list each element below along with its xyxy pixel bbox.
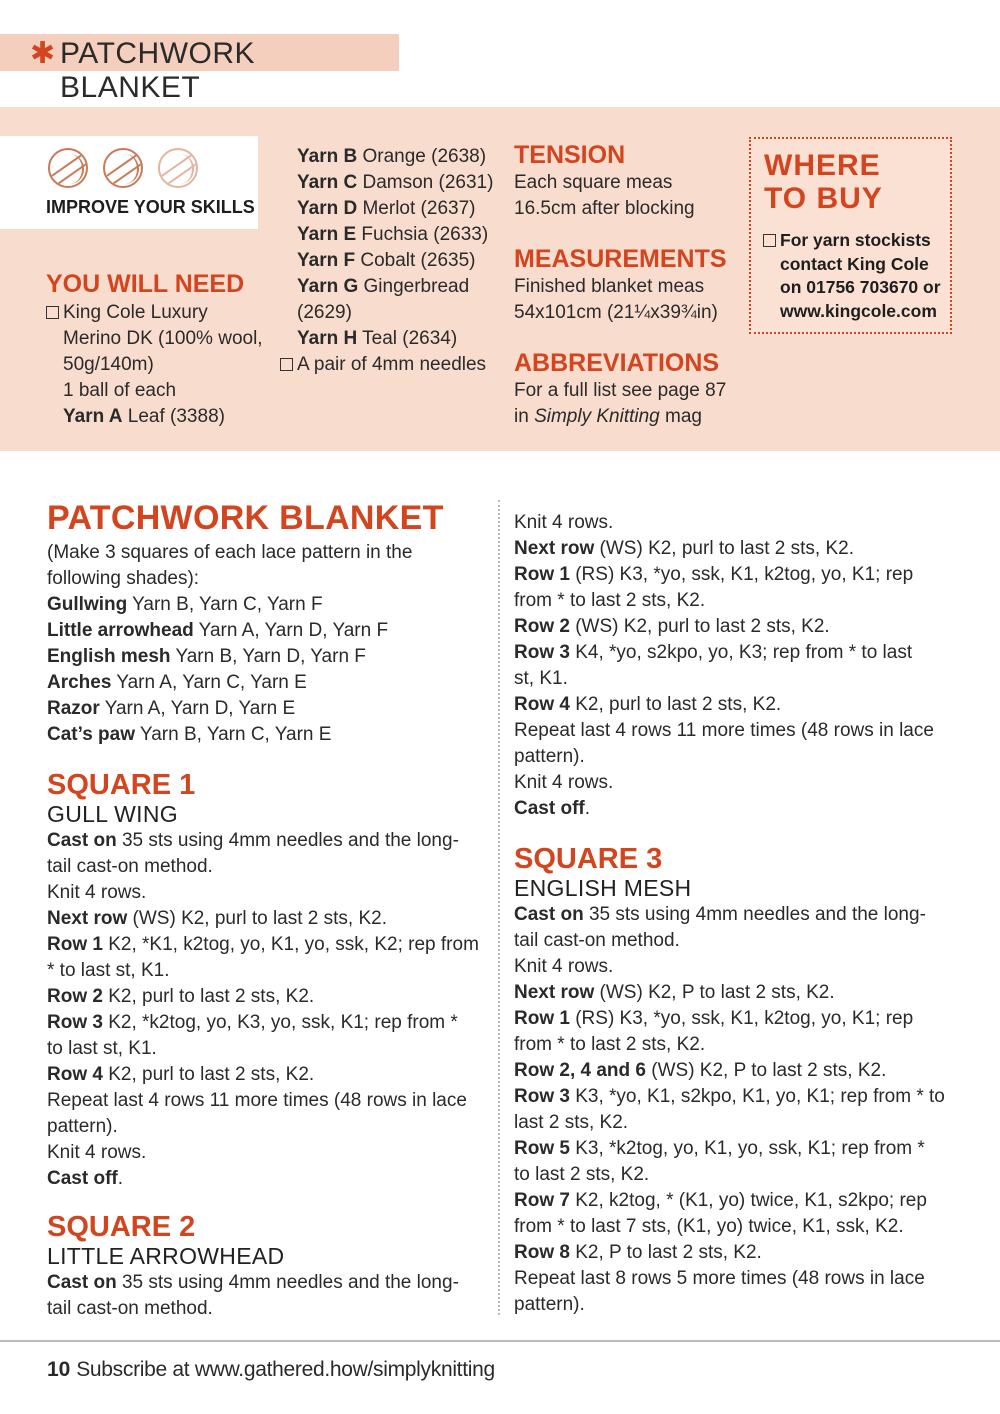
square-1-heading: SQUARE 1: [47, 769, 196, 801]
shade-line: Razor Yarn A, Yarn D, Yarn E: [47, 698, 296, 719]
page-number: 10: [47, 1358, 71, 1381]
yarn-line: Yarn C Damson (2631): [297, 172, 494, 193]
checkbox-icon: [280, 358, 293, 371]
shade-line: Cat’s paw Yarn B, Yarn C, Yarn E: [47, 724, 332, 745]
section-title: PATCHWORK BLANKET: [47, 499, 444, 537]
instruction-line: st, K1.: [514, 668, 568, 689]
column-divider: [498, 500, 500, 1315]
instruction-line: Repeat last 4 rows 11 more times (48 rows in lace: [514, 720, 934, 741]
instruction-line: Row 1 (RS) K3, *yo, ssk, K1, k2tog, yo, K1; rep: [514, 1008, 914, 1029]
yarn-line: Yarn F Cobalt (2635): [297, 250, 476, 271]
square-2-heading: SQUARE 2: [47, 1211, 196, 1243]
yarn-line: Yarn B Orange (2638): [297, 146, 487, 167]
instruction-line: Row 1 (RS) K3, *yo, ssk, K1, k2tog, yo, K1; rep: [514, 564, 914, 585]
instruction-line: Row 4 K2, purl to last 2 sts, K2.: [47, 1064, 315, 1085]
instruction-line: pattern).: [47, 1116, 118, 1137]
instruction-line: Cast off.: [47, 1168, 124, 1189]
square-1-instructions: [47, 828, 492, 1192]
instruction-line: Row 4 K2, purl to last 2 sts, K2.: [514, 694, 782, 715]
shade-line: Gullwing Yarn B, Yarn C, Yarn F: [47, 594, 323, 615]
checkbox-icon: [46, 306, 59, 319]
instruction-line: Row 5 K3, *k2tog, yo, K1, yo, ssk, K1; rep from *: [514, 1138, 925, 1159]
you-will-need-list: [46, 300, 276, 430]
instruction-line: Knit 4 rows.: [514, 772, 614, 793]
instruction-line: to last st, K1.: [47, 1038, 157, 1059]
square-1-subheading: GULL WING: [47, 801, 178, 827]
footer-rule: [0, 1340, 1000, 1342]
asterisk-icon: ✱: [30, 37, 56, 70]
instruction-line: pattern).: [514, 1294, 585, 1315]
need-item-cont: 1 ball of each: [63, 380, 177, 401]
abbreviations-text: For a full list see page 87 in Simply Knitting mag: [514, 380, 727, 427]
you-will-need-heading: YOU WILL NEED: [46, 270, 245, 298]
instruction-line: pattern).: [514, 746, 585, 767]
instruction-line: Row 2, 4 and 6 (WS) K2, P to last 2 sts, K2.: [514, 1060, 887, 1081]
tension-heading: TENSION: [514, 141, 626, 169]
instruction-line: Cast on 35 sts using 4mm needles and the long-: [514, 904, 926, 925]
instruction-line: Cast on 35 sts using 4mm needles and the long-: [47, 830, 459, 851]
tension-text: Each square meas 16.5cm after blocking: [514, 172, 695, 219]
instruction-line: Next row (WS) K2, P to last 2 sts, K2.: [514, 982, 835, 1003]
instruction-line: Cast off.: [514, 798, 591, 819]
instruction-line: Next row (WS) K2, purl to last 2 sts, K2.: [47, 908, 387, 929]
instruction-line: Next row (WS) K2, purl to last 2 sts, K2.: [514, 538, 854, 559]
instruction-line: Repeat last 8 rows 5 more times (48 rows in lace: [514, 1268, 925, 1289]
square-2-instructions-cont: [514, 510, 974, 822]
where-heading: WHERE: [764, 149, 881, 182]
instruction-line: Row 3 K4, *yo, s2kpo, yo, K3; rep from * to last: [514, 642, 913, 663]
instruction-line: Knit 4 rows.: [47, 1142, 147, 1163]
subscribe-text[interactable]: Subscribe at www.gathered.how/simplyknitting: [76, 1358, 495, 1381]
instruction-line: tail cast-on method.: [47, 1298, 213, 1319]
instruction-line: Row 2 (WS) K2, purl to last 2 sts, K2.: [514, 616, 830, 637]
instruction-line: Repeat last 4 rows 11 more times (48 rows in lace: [47, 1090, 467, 1111]
where-to-buy-box: WHERE TO BUY For yarn stockists contact King Cole on 01756 703670 or www.kingcole.com: [749, 137, 952, 334]
website-link[interactable]: www.kingcole.com: [780, 300, 937, 321]
yarn-ball-icon: [158, 148, 198, 188]
square-3-instructions: [514, 902, 974, 1318]
instruction-line: from * to last 2 sts, K2.: [514, 1034, 706, 1055]
instruction-line: * to last st, K1.: [47, 960, 170, 981]
need-item-cont: 50g/140m): [63, 354, 154, 375]
instruction-line: to last 2 sts, K2.: [514, 1164, 650, 1185]
yarn-ball-icon: [103, 148, 143, 188]
square-2-subheading: LITTLE ARROWHEAD: [47, 1243, 285, 1269]
yarn-line: Yarn H Teal (2634): [297, 328, 458, 349]
abbreviations-heading: ABBREVIATIONS: [514, 349, 720, 377]
instruction-line: Row 7 K2, k2tog, * (K1, yo) twice, K1, s2kpo; rep: [514, 1190, 927, 1211]
yarn-ball-icon: [48, 148, 88, 188]
footer: [47, 1358, 495, 1382]
skills-label: IMPROVE YOUR SKILLS: [46, 197, 255, 217]
instruction-line: Knit 4 rows.: [514, 956, 614, 977]
instruction-line: Row 8 K2, P to last 2 sts, K2.: [514, 1242, 762, 1263]
where-heading: TO BUY: [764, 182, 883, 215]
page-title: PATCHWORK BLANKET: [60, 37, 256, 104]
instruction-line: Knit 4 rows.: [514, 512, 614, 533]
yarn-line: Yarn G Gingerbread: [297, 276, 470, 297]
title-band: [0, 34, 399, 104]
square-2-instructions: [47, 1270, 492, 1322]
measurements-text: Finished blanket meas 54x101cm (21¼x39¾in): [514, 276, 718, 323]
left-column: PATCHWORK BLANKET (Make 3 squares of each lace pattern in the following shades): Gullwing Yarn B, Yarn C, Yarn F Little arrowhead Yarn A, Yarn D, Yarn F English mesh Yarn B, Yarn D, Yarn F Arches Yarn A, Yarn C, Yarn E Razor Yarn A, Yarn D, Yarn E Cat’s paw Yarn B, Yarn C, Yarn E SQUARE 1 GULL WING Cast on 35 sts using 4mm needles and the long- tail cast-on method. Knit 4 rows. Next row (WS) K2, purl to last 2 sts, K2. Row 1 K2, *K1, k2tog, yo, K1, yo, ssk, K2; rep from * to last st, K1. Row 2 K2, purl to last 2 sts, K2. Row 3 K2, *k2tog, yo, K3, yo, ssk, K1; rep from * to last st, K1. Row 4 K2, purl to last 2 sts, K2. Repeat last 4 rows 11 more times (48 rows in lace pattern). Knit 4 rows. Cast off. SQUARE 2 LITTLE ARROWHEAD Cast on 35 sts using 4mm needles and the long- tail cast-on method.: [47, 496, 492, 1322]
square-3-subheading: ENGLISH MESH: [514, 875, 692, 901]
yarn-line: Yarn A Leaf (3388): [63, 406, 225, 427]
instruction-line: from * to last 2 sts, K2.: [514, 590, 706, 611]
instruction-line: Row 1 K2, *K1, k2tog, yo, K1, yo, ssk, K2; rep from: [47, 934, 479, 955]
shade-line: Little arrowhead Yarn A, Yarn D, Yarn F: [47, 620, 389, 641]
needles-line: A pair of 4mm needles: [280, 352, 507, 378]
instruction-line: tail cast-on method.: [514, 930, 680, 951]
instruction-line: Row 2 K2, purl to last 2 sts, K2.: [47, 986, 315, 1007]
instruction-line: Knit 4 rows.: [47, 882, 147, 903]
need-item: King Cole Luxury: [63, 302, 208, 323]
instruction-line: from * to last 7 sts, (K1, yo) twice, K1, ssk, K2.: [514, 1216, 904, 1237]
yarn-list: [297, 144, 507, 378]
shade-line: English mesh Yarn B, Yarn D, Yarn F: [47, 646, 366, 667]
instruction-line: Cast on 35 sts using 4mm needles and the long-: [47, 1272, 459, 1293]
instruction-line: last 2 sts, K2.: [514, 1112, 629, 1133]
measurements-heading: MEASUREMENTS: [514, 245, 727, 273]
yarn-line: Yarn D Merlot (2637): [297, 198, 476, 219]
checkbox-icon: [763, 234, 776, 247]
square-3-heading: SQUARE 3: [514, 843, 663, 875]
right-column: [514, 510, 974, 1318]
yarn-line: (2629): [297, 302, 352, 323]
yarn-line: Yarn E Fuchsia (2633): [297, 224, 489, 245]
shade-line: Arches Yarn A, Yarn C, Yarn E: [47, 672, 307, 693]
instruction-line: tail cast-on method.: [47, 856, 213, 877]
instruction-line: Row 3 K3, *yo, K1, s2kpo, K1, yo, K1; rep from * to: [514, 1086, 945, 1107]
instruction-line: Row 3 K2, *k2tog, yo, K3, yo, ssk, K1; rep from *: [47, 1012, 458, 1033]
need-item-cont: Merino DK (100% wool,: [63, 328, 263, 349]
